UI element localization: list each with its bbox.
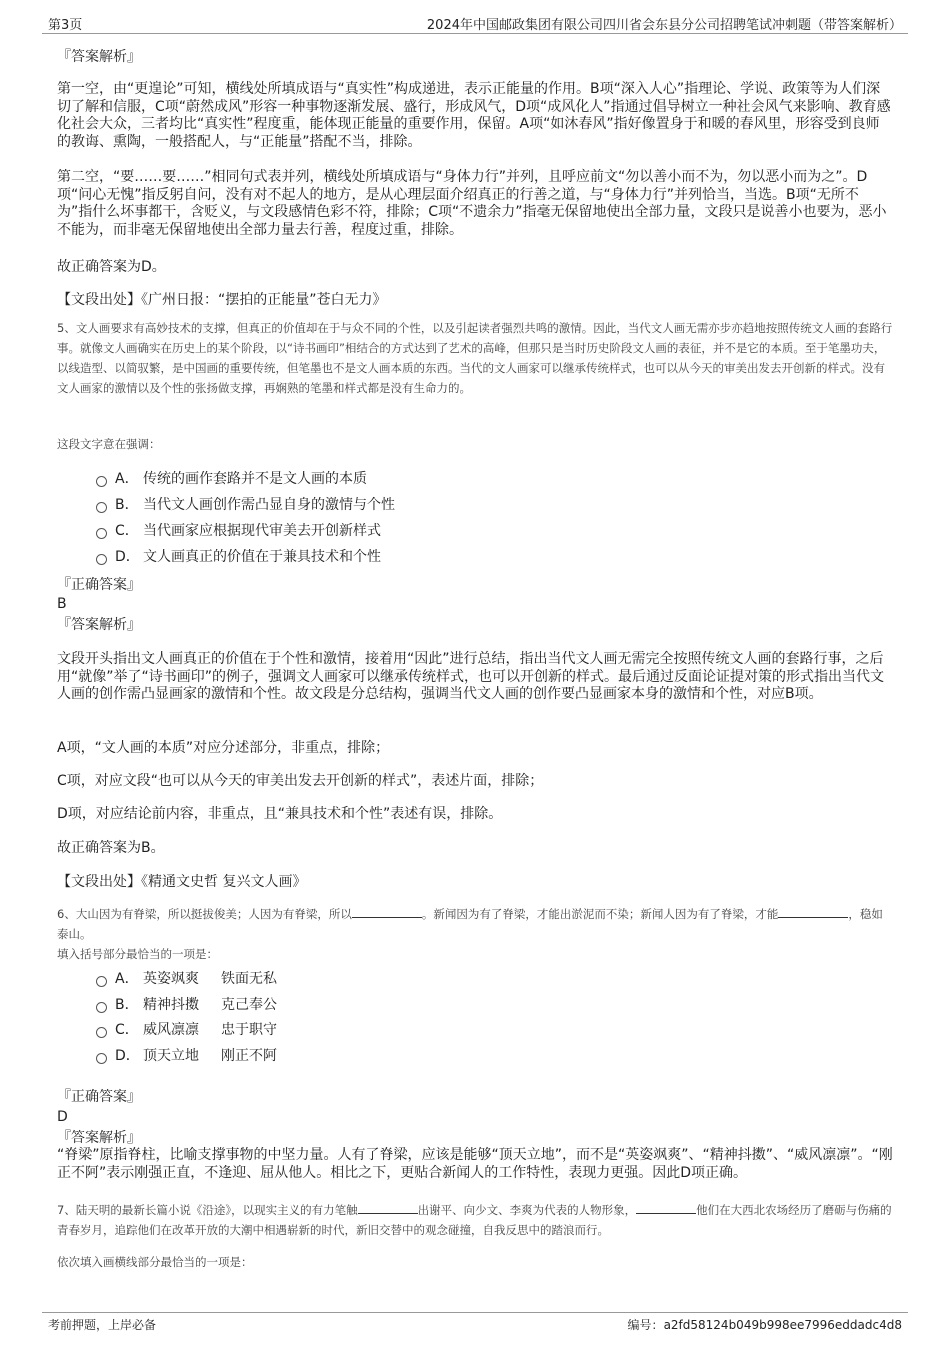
q6-answer-label: 『正确答案』: [57, 1089, 141, 1105]
option-word-1: 顶天立地: [143, 1048, 199, 1064]
q6-option-a[interactable]: [96, 970, 277, 988]
document-title: 2024年中国邮政集团有限公司四川省会东县分公司招聘笔试冲刺题（带答案解析）: [426, 18, 902, 33]
option-word-1: 英姿飒爽: [143, 971, 199, 987]
q5-source: 【文段出处】《精通文史哲 复兴文人画》: [57, 874, 307, 890]
q6-stem-part2: 。新闻因为有了脊梁，才能出淤泥而不染；新闻人因为有了脊梁，才能: [421, 907, 779, 921]
option-key: B．: [115, 997, 139, 1013]
footer-divider: [42, 1312, 908, 1313]
q5-option-c[interactable]: [96, 522, 381, 540]
option-word-2: 铁面无私: [221, 971, 277, 987]
q6-stem-part3: ，稳如泰山。: [57, 907, 883, 941]
q5-answer-label: 『正确答案』: [57, 577, 141, 593]
q6-option-d[interactable]: [96, 1047, 277, 1065]
footer-slogan: 考前押题，上岸必备: [48, 1318, 157, 1332]
q5-analysis-p1: 文段开头指出文人画真正的价值在于个性和激情，接着用“因此”进行总结，指出当代文人画无需完全按照传统文人画的套路行事，之后用“就像”举了“诗书画印”的例子，强调文人画家可以继承传统样式，也可以开创新的样式。最后通过反面论证提对策的形式指出当代文人画的创作需凸显画家的激情和个性。故文段是分总结构，强调当代文人画的创作要凸显画家本身的激情和个性，对应B项。: [57, 651, 885, 702]
option-word-2: 忠于职守: [221, 1022, 277, 1038]
option-word-2: 刚正不阿: [221, 1048, 277, 1064]
option-key: C．: [115, 1022, 139, 1038]
q7-stem-part2: 出谢平、向少文、李爽为代表的人物形象，: [417, 1203, 637, 1217]
q5-prompt: 这段文字意在强调：: [57, 437, 161, 451]
page-number: 第3页: [48, 18, 83, 33]
q6-option-c[interactable]: [96, 1021, 277, 1039]
q5-analysis-c: C项，对应文段“也可以从今天的审美出发去开创新的样式”，表述片面，排除；: [57, 773, 544, 789]
radio-icon[interactable]: [96, 976, 107, 987]
option-word-1: 精神抖擞: [143, 997, 199, 1013]
q5-analysis-label: 『答案解析』: [57, 617, 141, 633]
q7-stem-part1: 7、陆天明的最新长篇小说《沿途》，以现实主义的有力笔触: [57, 1203, 358, 1217]
option-text: 当代画家应根据现代审美去开创新样式: [143, 523, 381, 539]
radio-icon[interactable]: [96, 502, 107, 513]
q7-blank-1: [358, 1201, 418, 1214]
q4-conclusion: 故正确答案为D。: [57, 259, 166, 275]
q4-source: 【文段出处】《广州日报：“摆拍的正能量”苍白无力》: [57, 292, 387, 308]
q6-prompt: 填入括号部分最恰当的一项是：: [57, 947, 218, 961]
q5-option-b[interactable]: [96, 496, 395, 514]
radio-icon[interactable]: [96, 1027, 107, 1038]
radio-icon[interactable]: [96, 528, 107, 539]
q4-analysis-label: 『答案解析』: [57, 49, 141, 65]
radio-icon[interactable]: [96, 1053, 107, 1064]
radio-icon[interactable]: [96, 554, 107, 565]
q4-analysis-p1: 第一空，由“更遑论”可知，横线处所填成语与“真实性”构成递进，表示正能量的作用。B项“深入人心”指理论、学说、政策等为人们深切了解和信服，C项“蔚然成风”形容一种事物逐渐发展、盛行，形成风气，D项“成风化人”指通过倡导树立一种社会风气来影响、教育感化社会大众，三者均比“真实性”程度重，能体现正能量的重要作用，保留。A项“如沐春风”指好像置身于和暖的春风里，形容受到良师的教诲、熏陶，一般搭配人，与“正能量”搭配不当，排除。: [57, 81, 891, 150]
q5-analysis-a: A项，“文人画的本质”对应分述部分，非重点，排除；: [57, 740, 390, 756]
option-word-2: 克己奉公: [221, 997, 277, 1013]
q6-option-b[interactable]: [96, 996, 277, 1014]
option-word-1: 威风凛凛: [143, 1022, 199, 1038]
q6-stem-part1: 6、大山因为有脊梁，所以挺拔俊美；人因为有脊梁，所以: [57, 907, 352, 921]
option-key: A．: [115, 971, 139, 987]
q7-stem: [57, 1200, 893, 1240]
option-text: 文人画真正的价值在于兼具技术和个性: [143, 549, 381, 565]
option-key: D．: [115, 549, 140, 565]
footer-code-label: 编号：: [627, 1318, 664, 1332]
q5-option-a[interactable]: [96, 470, 367, 488]
footer-code: [628, 1316, 902, 1333]
radio-icon[interactable]: [96, 1002, 107, 1013]
q5-option-d[interactable]: [96, 548, 381, 566]
q5-answer: B: [57, 596, 67, 612]
option-text: 当代文人画创作需凸显自身的激情与个性: [143, 497, 395, 513]
option-key: B．: [115, 497, 139, 513]
radio-icon[interactable]: [96, 476, 107, 487]
footer-code-value: a2fd58124b049b998ee7996eddadc4d8: [663, 1318, 902, 1332]
option-text: 传统的画作套路并不是文人画的本质: [143, 471, 367, 487]
q5-analysis-d: D项，对应结论前内容，非重点，且“兼具技术和个性”表述有误，排除。: [57, 806, 503, 822]
q7-blank-2: [636, 1201, 696, 1214]
header-divider: [42, 33, 908, 34]
q6-blank-1: [352, 905, 422, 918]
option-key: C．: [115, 523, 139, 539]
q7-stem-part3: 他们在大西北农场经历了磨砺与伤痛的青春岁月，追踪他们在改革开放的大潮中相遇崭新的时代，新旧交替中的观念碰撞，自我反思中的踏浪而行。: [57, 1203, 892, 1237]
q6-answer: D: [57, 1109, 68, 1125]
q4-analysis-p2: 第二空，“要……要……”相同句式表并列，横线处所填成语与“身体力行”并列，且呼应前文“勿以善小而不为，勿以恶小而为之”。D项“问心无愧”指反躬自问，没有对不起人的地方，是从心理层面介绍真正的行善之道，与“身体力行”并列恰当，当选。B项“无所不为”指什么坏事都干，含贬义，与文段感情色彩不符，排除；C项“不遗余力”指毫无保留地使出全部力量，文段只是说善小也要为，恶小不能为，而非毫无保留地使出全部力量去行善，程度过重，排除。: [57, 169, 887, 238]
option-key: D．: [115, 1048, 140, 1064]
q6-analysis-p1: “脊梁”原指脊柱，比喻支撑事物的中坚力量。人有了脊梁，应该是能够“顶天立地”，而不是“英姿飒爽”、“精神抖擞”、“威风凛凛”。“刚正不阿”表示刚强正直，不逢迎、屈从他人。相比之下，更贴合新闻人的工作特性，表现力更强。因此D项正确。: [57, 1147, 893, 1181]
q6-stem: [57, 904, 893, 944]
q6-analysis-label: 『答案解析』: [57, 1130, 141, 1146]
q5-stem: 5、文人画要求有高妙技术的支撑，但真正的价值却在于与众不同的个性，以及引起读者强烈共鸣的激情。因此，当代文人画无需亦步亦趋地按照传统文人画的套路行事。就像文人画确实在历史上的某个阶段，以“诗书画印”相结合的方式达到了艺术的高峰，但那只是当时历史阶段文人画的表征，并不是它的本质。至于笔墨功夫，以线造型、以简驭繁，是中国画的重要传统，但笔墨也不是文人画本质的东西。当代的文人画家可以继承传统样式，也可以从今天的审美出发去开创新的样式。没有文人画家的激情以及个性的张扬做支撑，再娴熟的笔墨和样式都是没有生命力的。: [57, 321, 893, 395]
q6-blank-2: [778, 905, 848, 918]
q7-prompt: 依次填入画横线部分最恰当的一项是：: [57, 1255, 253, 1269]
q5-conclusion: 故正确答案为B。: [57, 840, 165, 856]
option-key: A．: [115, 471, 139, 487]
